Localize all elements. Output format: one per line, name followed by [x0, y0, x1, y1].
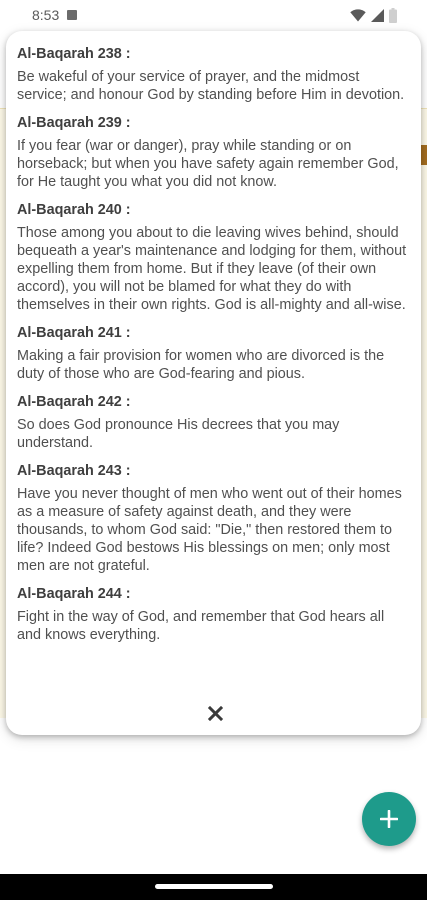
verse-text: So does God pronounce His decrees that you may understand.	[17, 417, 340, 451]
status-bar	[0, 0, 427, 30]
verse-reference: Al-Baqarah 242 :	[17, 394, 131, 410]
verse-reference: Al-Baqarah 241 :	[17, 325, 131, 341]
background-accent-strip	[421, 145, 427, 165]
status-right	[350, 8, 397, 23]
verse-item	[17, 391, 412, 452]
status-left	[32, 7, 77, 23]
verse-text: Fight in the way of God, and remember that God hears all and knows everything.	[17, 609, 385, 643]
verse-text: Those among you about to die leaving wives behind, should bequeath a year's maintenance and lodging for them, without expelling them from home. But if they leave (of their own accord), you will not be blamed for what they do with themselves in their own rights. God is all-mighty and all-wise.	[17, 225, 407, 313]
verse-reference: Al-Baqarah 238 :	[17, 46, 131, 62]
verse-text: Be wakeful of your service of prayer, and the midmost service; and honour God by standing before Him in devotion.	[17, 69, 405, 103]
battery-icon	[389, 8, 397, 23]
sim-card-icon	[67, 10, 77, 20]
wifi-icon	[350, 9, 366, 22]
verse-item	[17, 583, 412, 644]
verse-reference: Al-Baqarah 239 :	[17, 115, 131, 131]
verse-text: Making a fair provision for women who are divorced is the duty of those who are God-fearing and pious.	[17, 348, 385, 382]
system-nav-bar	[0, 874, 427, 900]
verses-dialog	[6, 31, 421, 735]
verse-reference: Al-Baqarah 243 :	[17, 463, 131, 479]
verse-text: If you fear (war or danger), pray while standing or on horseback; but when you have safety again remember God, for He taught you what you did not know.	[17, 138, 399, 190]
status-time: 8:53	[32, 7, 60, 23]
verse-item	[17, 112, 412, 191]
home-gesture-handle[interactable]	[155, 884, 273, 889]
verse-item	[17, 322, 412, 383]
verse-list	[17, 43, 412, 652]
cellular-signal-icon	[371, 9, 384, 22]
verse-reference: Al-Baqarah 244 :	[17, 586, 131, 602]
close-icon	[208, 706, 223, 721]
verse-text: Have you never thought of men who went out of their homes as a measure of safety against death, and they were thousands, to whom God said: "Die," then restored them to life? Indeed God bestows His blessings on men; only most men are not grateful.	[17, 486, 402, 574]
verse-item	[17, 43, 412, 104]
verse-item	[17, 199, 412, 314]
verse-item	[17, 460, 412, 575]
close-button[interactable]	[205, 703, 225, 723]
plus-icon	[380, 810, 398, 828]
add-fab-button[interactable]	[362, 792, 416, 846]
verse-reference: Al-Baqarah 240 :	[17, 202, 131, 218]
